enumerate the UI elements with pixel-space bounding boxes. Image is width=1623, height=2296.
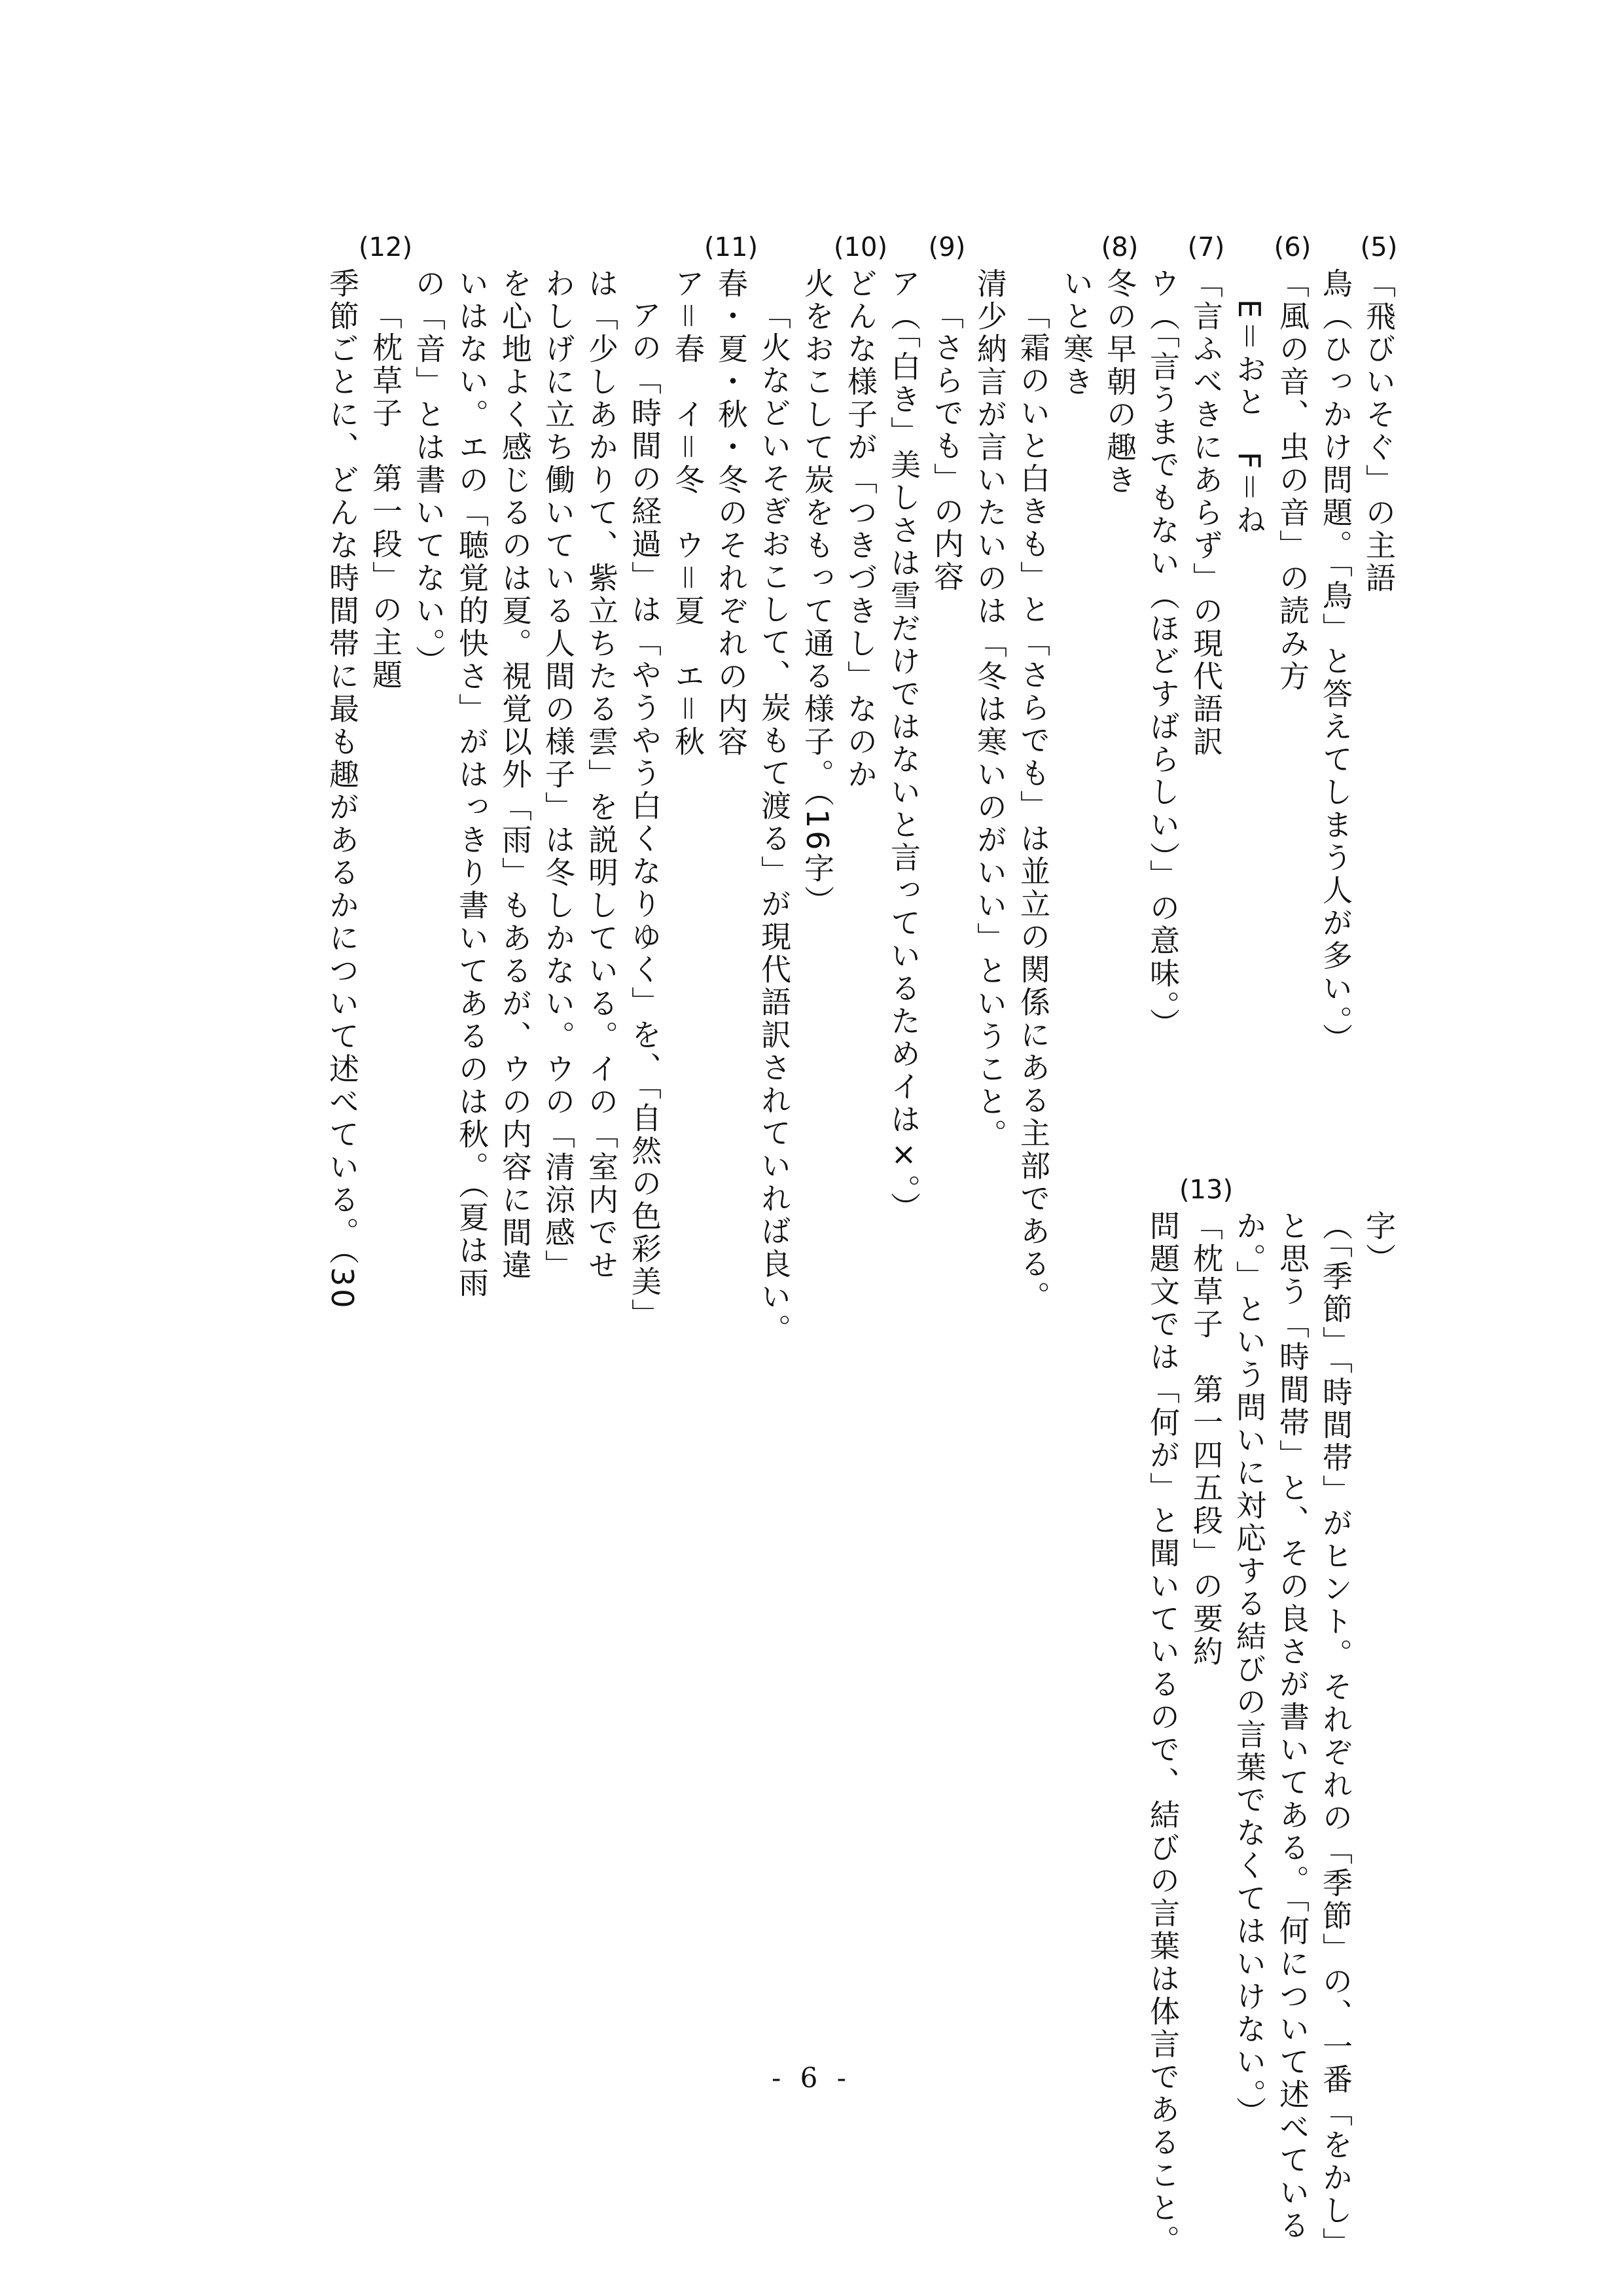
item-line: （「季節」「時間帯」がヒント。それぞれの「季節」の、一番「をかし」 xyxy=(1318,1210,1353,2260)
item-8 xyxy=(1098,232,1141,497)
item-11-note-2 xyxy=(580,232,623,1282)
item-12-hint-1 xyxy=(1314,1175,1357,2260)
item-number: (6) xyxy=(1274,232,1311,262)
item-number: (7) xyxy=(1187,232,1225,262)
item-8-note-1 xyxy=(1012,232,1055,1314)
item-5-answer xyxy=(1314,232,1357,1056)
item-line: 「火などいそぎおこして、炭もて渡る」が現代語訳されていれば良い。 xyxy=(757,299,792,1346)
item-line: わしげに立ち働いている人間の様子」は冬しかない。ウの「清涼感」 xyxy=(541,268,576,1282)
item-number: (9) xyxy=(928,232,966,262)
item-8-answer xyxy=(1055,232,1098,399)
item-8-note-2 xyxy=(969,232,1012,1151)
item-line: 春・夏・秋・冬のそれぞれの内容 xyxy=(713,268,749,759)
item-11-note-6 xyxy=(407,232,450,678)
item-12-hint-3 xyxy=(1228,1175,1271,2129)
item-line: ウ（「言うまでもない（ほどすばらしい）」の意味。） xyxy=(1145,268,1181,1041)
item-number: (12) xyxy=(358,232,413,262)
item-12 xyxy=(358,232,413,692)
item-11-note-3 xyxy=(537,232,580,1282)
item-line: どんな様子が「つきづきし」なのか xyxy=(843,268,878,791)
item-11-note-5 xyxy=(450,232,493,1300)
item-line: か。」という問いに対応する結びの言葉でなくてはいけない。） xyxy=(1232,1210,1267,2129)
item-line: 鳥（ひっかけ問題。「鳥」と答えてしまう人が多い。） xyxy=(1318,268,1353,1056)
item-10-note xyxy=(753,232,796,1346)
item-line: 「風の音、虫の音」の読み方 xyxy=(1275,268,1310,693)
item-12-continued xyxy=(1357,1175,1400,1276)
item-number: (11) xyxy=(704,232,758,262)
item-line: アの「時間の経過」は「やうやう白くなりゆく」を、「自然の色彩美」 xyxy=(627,299,662,1331)
item-7 xyxy=(1185,232,1228,759)
item-line: 「言ふべきにあらず」の現代語訳 xyxy=(1188,268,1224,759)
item-11-answer xyxy=(666,232,709,759)
item-10-answer xyxy=(796,232,839,918)
page-number: - 6 - xyxy=(772,2062,851,2094)
item-line: 冬の早朝の趣き xyxy=(1102,268,1137,497)
item-10 xyxy=(833,232,888,791)
item-13 xyxy=(1179,1175,1234,1668)
item-number: (5) xyxy=(1360,232,1398,262)
item-line: 「枕草子 第一段」の主題 xyxy=(368,299,403,692)
item-7-answer xyxy=(1141,232,1185,1041)
item-line: 「さらでも」の内容 xyxy=(929,299,965,594)
item-line: 「枕草子 第一四五段」の要約 xyxy=(1188,1210,1224,1668)
item-12-answer xyxy=(321,232,364,1311)
item-6 xyxy=(1271,232,1314,693)
item-line: を心地よく感じるのは夏。視覚以外「雨」もあるが、ウの内容に間違 xyxy=(497,268,533,1282)
item-number: (13) xyxy=(1179,1175,1234,1205)
item-number: (10) xyxy=(833,232,888,262)
item-line: いはない。エの「聴覚的快さ」がはっきり書いてあるのは秋。（夏は雨 xyxy=(454,268,490,1300)
item-line: ア＝春 イ＝冬 ウ＝夏 エ＝秋 xyxy=(670,268,705,759)
item-line: 「霜のいと白きも」と「さらでも」は並立の関係にある主部である。 xyxy=(1016,299,1051,1314)
item-number: (8) xyxy=(1101,232,1139,262)
item-line: 清少納言が言いたいのは「冬は寒いのがいい」ということ。 xyxy=(972,268,1008,1151)
item-9 xyxy=(925,232,969,594)
item-11 xyxy=(704,232,758,759)
item-line: いと寒き xyxy=(1059,268,1094,399)
item-5 xyxy=(1357,232,1400,595)
item-line: 火をおこして炭をもって通る様子。（16字） xyxy=(800,268,835,918)
answers-block-lower xyxy=(1141,1175,1400,2260)
item-11-note-4 xyxy=(493,232,537,1282)
item-line: 字） xyxy=(1361,1210,1397,1276)
item-6-answer xyxy=(1228,232,1271,537)
item-line: 季節ごとに、どんな時間帯に最も趣があるかについて述べている。（30 xyxy=(325,268,360,1311)
item-11-note-1 xyxy=(623,232,666,1331)
item-line: 問題文では「何が」と聞いているので、結びの言葉は体言であること。 xyxy=(1145,1210,1181,2257)
item-13-answer xyxy=(1141,1175,1185,2257)
item-line: の「音」とは書いてない。） xyxy=(411,268,446,678)
item-line: と思う「時間帯」と、その良さが書いてある。「何について述べている xyxy=(1275,1210,1310,2242)
item-9-answer xyxy=(882,232,925,1225)
item-line: ア（「白き」美しさは雪だけではないと言っているためイは×。） xyxy=(886,268,921,1225)
item-line: 「飛びいそぐ」の主語 xyxy=(1361,268,1397,595)
item-line: E＝おと F＝ね xyxy=(1232,299,1267,537)
item-line: は「少しあかりて、紫立ちたる雲」を説明している。イの「室内でせ xyxy=(584,268,619,1282)
